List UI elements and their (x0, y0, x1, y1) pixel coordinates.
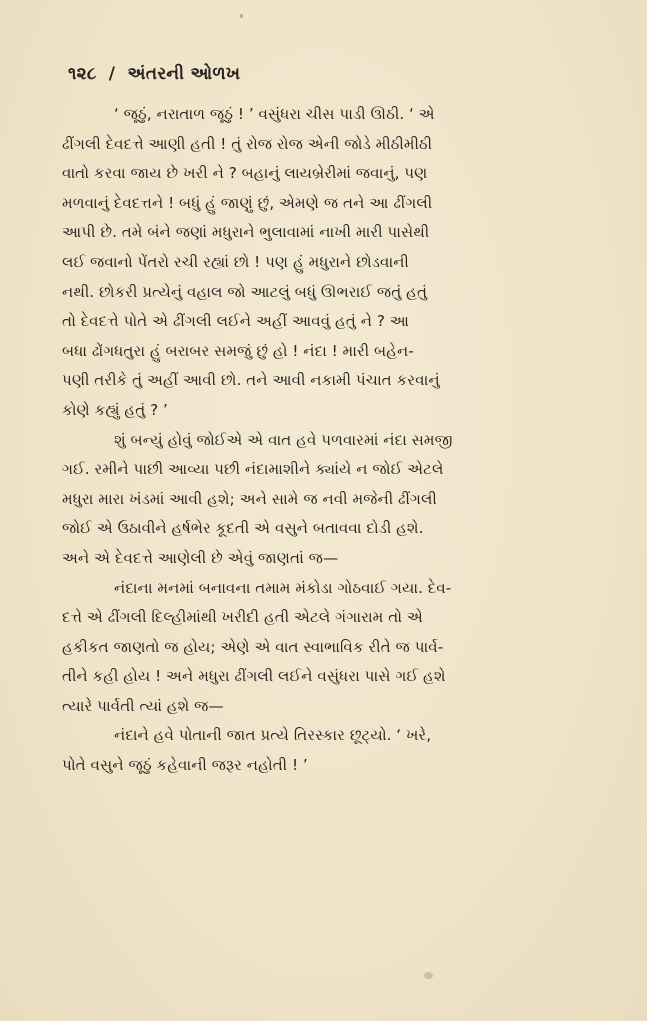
text-line: દત્તે એ ઢીંગલી દિલ્હીમાંથી ખરીદી હતી એટલે ગંગારામ તો એ (62, 608, 423, 627)
text-line: બધા ઢોંગધતુરા હું બરાબર સમજું છું હો ! નંદા ! મારી બહેન- (62, 341, 414, 360)
text-line: ગઈ. રમીને પાછી આવ્યા પછી નંદામાશીને ક્યાંયે ન જોઈ એટલે (62, 460, 444, 479)
paper-blemish (424, 972, 433, 979)
running-head (68, 64, 240, 84)
page-number: ૧૨૮ (68, 64, 97, 84)
book-title: અંતરની ઓળખ (127, 64, 241, 84)
text-line: તો દેવદત્તે પોતે એ ઢીંગલી લઈને અહીં આવવું હતું ને ? આ (62, 312, 410, 331)
text-line: વાતો કરવા જાય છે ખરી ને ? બહાનું લાયબ્રેરીમાં જવાનું, પણ (62, 164, 428, 183)
text-line: નંદાને હવે પોતાની જાત પ્રત્યે તિરસ્કાર છૂટ્યો. ‘ ખરે, (114, 726, 432, 745)
text-line: ‘ જૂઠું, નરાતાળ જૂઠું ! ’ વસુંધરા ચીસ પાડી ઊઠી. ‘ એ (114, 105, 435, 123)
text-line: હકીકત જાણતો જ હોય; એણે એ વાત સ્વાભાવિક રીતે જ પાર્વ- (62, 637, 444, 656)
paragraph (62, 100, 602, 426)
text-line: શું બન્યું હોવું જોઈએ એ વાત હવે પળવારમાં નંદા સમજી (114, 430, 453, 449)
header-separator: / (108, 64, 116, 84)
paragraph (62, 721, 602, 780)
text-line: લઈ જવાનો પેંતરો રચી રહ્યાં છો ! પણ હું મધુરાને છોડવાની (62, 252, 409, 271)
text-line: અને એ દેવદત્તે આણેલી છે એવું જાણતાં જ— (62, 548, 339, 567)
text-line: જોઈ એ ઉઠાવીને હર્ષભેર કૂદતી એ વસુને બતાવવા દોડી હશે. (62, 519, 424, 538)
text-line: પોતે વસુને જૂઠું કહેવાની જરૂર નહોતી ! ’ (62, 756, 308, 775)
text-line: મળવાનું દેવદત્તને ! બધું હું જાણું છું, એમણે જ તને આ ઢીંગલી (62, 193, 433, 212)
body-text (62, 100, 602, 781)
ink-speck (240, 14, 243, 18)
text-line: નંદાના મનમાં બનાવના તમામ મંકોડા ગોઠવાઈ ગયા. દેવ- (114, 578, 452, 597)
text-line: પણી તરીકે તું અહીં આવી છો. તને આવી નકામી પંચાત કરવાનું (62, 371, 440, 390)
paragraph (62, 574, 602, 722)
text-line: નથી. છોકરી પ્રત્યેનું વહાલ જો આટલું બધું ઊભરાઈ જતું હતું (62, 282, 428, 301)
paragraph (62, 426, 602, 574)
text-line: કોણે કહ્યું હતું ? ’ (62, 400, 168, 419)
text-line: મધુરા મારા ખંડમાં આવી હશે; અને સામે જ નવી મજેની ઢીંગલી (62, 489, 437, 508)
text-line: ત્યારે પાર્વતી ત્યાં હશે જ— (62, 696, 224, 715)
text-line: તીને કહી હોય ! અને મધુરા ઢીંગલી લઈને વસુંધરા પાસે ગઈ હશે (62, 667, 446, 686)
text-line: આપી છે. તમે બંને જણાં મધુરાને ભુલાવામાં નાખી મારી પાસેથી (62, 223, 430, 242)
text-line: ઢીંગલી દેવદત્તે આણી હતી ! તું રોજ રોજ એની જોડે મીઠીમીઠી (62, 134, 433, 153)
